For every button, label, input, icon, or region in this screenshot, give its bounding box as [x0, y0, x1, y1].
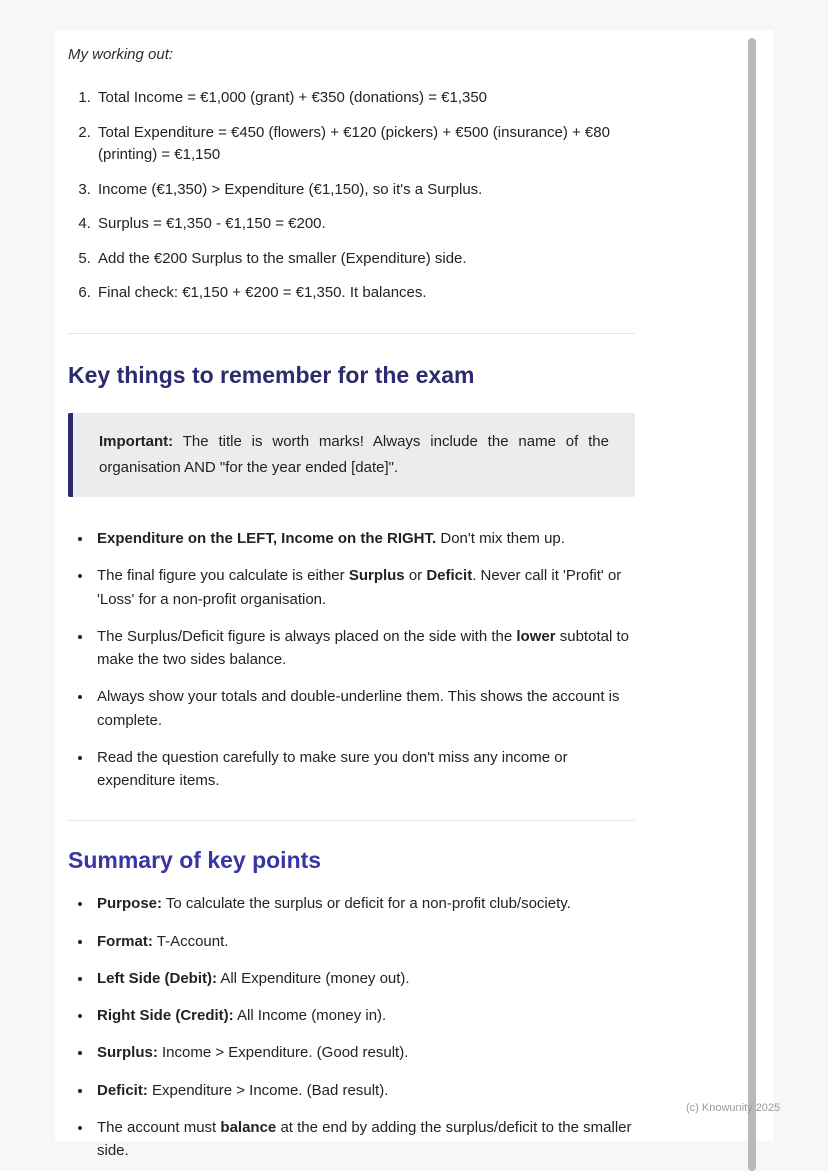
summary-points-list	[68, 892, 635, 1162]
list-item: • Surplus: Income > Expenditure. (Good result).	[93, 1041, 635, 1064]
key-points-list	[68, 527, 635, 792]
list-item: • Read the question carefully to make sure you don't miss any income or expenditure items.	[93, 746, 635, 793]
list-item: • Purpose: To calculate the surplus or deficit for a non-profit club/society.	[93, 892, 635, 915]
content-card	[55, 30, 773, 1159]
list-item: • Right Side (Credit): All Income (money in).	[93, 1004, 635, 1027]
watermark: (c) Knowunity 2025	[686, 1102, 781, 1114]
section-divider-top	[68, 333, 635, 334]
list-item: 6. Final check: €1,150 + €200 = €1,350. It balances.	[95, 282, 635, 305]
working-steps-list	[68, 87, 635, 305]
list-item: 3. Income (€1,350) > Expenditure (€1,150), so it's a Surplus.	[95, 179, 635, 202]
list-item: 1. Total Income = €1,000 (grant) + €350 (donations) = €1,350	[95, 87, 635, 110]
list-item: • Expenditure on the LEFT, Income on the RIGHT. Don't mix them up.	[93, 527, 635, 550]
important-callout	[68, 413, 635, 498]
document-content	[55, 30, 635, 1162]
list-item: 2. Total Expenditure = €450 (flowers) + €120 (pickers) + €500 (insurance) + €80 (printing) = €1,150	[95, 122, 635, 167]
list-item: • Left Side (Debit): All Expenditure (money out).	[93, 967, 635, 990]
section-title-key-things: Key things to remember for the exam	[68, 361, 475, 388]
callout-label: Important:	[99, 432, 174, 450]
callout-text	[99, 429, 609, 482]
list-item: • The final figure you calculate is either Surplus or Deficit. Never call it 'Profit' or 'Loss' for a non-profit organisation.	[93, 564, 635, 611]
list-item: • Deficit: Expenditure > Income. (Bad result).	[93, 1079, 635, 1102]
list-item: • Always show your totals and double-underline them. This shows the account is complete.	[93, 685, 635, 732]
list-item: 4. Surplus = €1,350 - €1,150 = €200.	[95, 213, 635, 236]
list-item: • Format: T-Account.	[93, 930, 635, 953]
list-item: • The Surplus/Deficit figure is always placed on the side with the lower subtotal to make the two sides balance.	[93, 625, 635, 672]
section-title-summary: Summary of key points	[68, 847, 322, 874]
working-out-label: My working out:	[68, 46, 174, 63]
list-item: • The account must balance at the end by adding the surplus/deficit to the smaller side.	[93, 1116, 635, 1163]
section-divider-bottom	[68, 820, 635, 821]
callout-body: The title is worth marks! Always include the name of the organisation AND "for the year ended [date]".	[99, 432, 609, 476]
list-item: 5. Add the €200 Surplus to the smaller (Expenditure) side.	[95, 248, 635, 271]
scrollbar-thumb[interactable]	[748, 38, 756, 1171]
